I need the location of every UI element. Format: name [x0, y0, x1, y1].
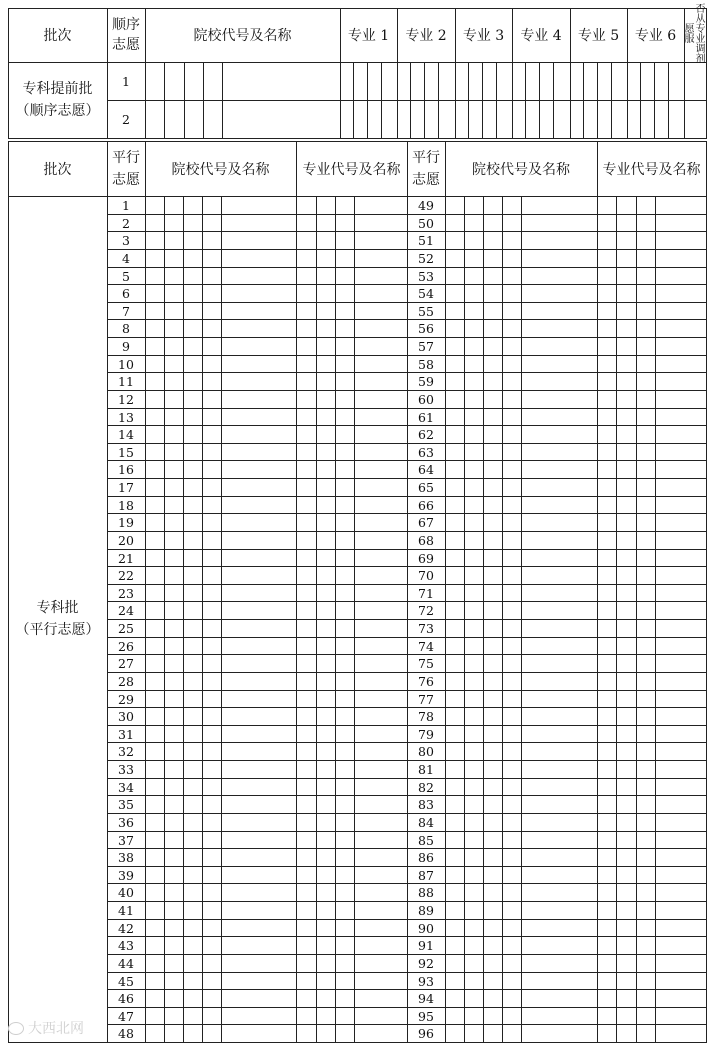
- row-number: 12: [118, 391, 134, 407]
- row-number: 6: [122, 285, 130, 301]
- major-1-header: 专业 1: [347, 28, 390, 44]
- row-number: 90: [418, 920, 434, 936]
- row-number: 96: [418, 1025, 434, 1041]
- row-number: 37: [118, 832, 134, 848]
- row-number: 27: [118, 655, 134, 671]
- row-number: 80: [418, 743, 434, 759]
- parallel-header-line1: 平行: [412, 149, 440, 166]
- top-batch-header: 批次: [43, 28, 72, 44]
- bottom-batch-header: 批次: [43, 161, 72, 178]
- row-number: 54: [418, 285, 434, 301]
- row-number: 14: [118, 426, 134, 442]
- grid-line-v: [668, 62, 669, 139]
- adjust-header-col-right: [685, 25, 695, 45]
- row-number: 40: [118, 884, 134, 900]
- row-number: 84: [418, 814, 434, 830]
- row-number: 52: [418, 250, 434, 266]
- row-number: 53: [418, 268, 434, 284]
- bottom-parallel-header-left: [107, 141, 145, 196]
- row-number: 33: [118, 761, 134, 777]
- grid-line-v: [706, 141, 707, 1043]
- row-number: 13: [118, 409, 134, 425]
- top-row-number: 1: [122, 73, 130, 89]
- adjust-header-col-left: [696, 5, 706, 65]
- row-number: 69: [418, 550, 434, 566]
- row-number: 46: [118, 990, 134, 1006]
- row-number: 16: [118, 461, 134, 477]
- row-number: 49: [418, 197, 434, 213]
- top-row-number: 2: [122, 111, 130, 127]
- grid-line-h: [107, 100, 707, 101]
- row-number: 57: [418, 338, 434, 354]
- bottom-parallel-header-right: [407, 141, 445, 196]
- bottom-major-header-left: 专业代号及名称: [302, 161, 401, 178]
- top-order-header-line2: 志愿: [112, 37, 140, 53]
- row-number: 7: [122, 303, 130, 319]
- row-number: 75: [418, 655, 434, 671]
- grid-line-h: [8, 138, 707, 139]
- row-number: 5: [122, 268, 130, 284]
- row-number: 17: [118, 479, 134, 495]
- row-number: 68: [418, 532, 434, 548]
- row-number: 2: [122, 215, 130, 231]
- row-number: 95: [418, 1008, 434, 1024]
- grid-line-v: [496, 62, 497, 139]
- adjust-char: 服: [684, 34, 695, 45]
- row-number: 87: [418, 867, 434, 883]
- grid-line-v: [296, 141, 297, 1043]
- row-number: 89: [418, 902, 434, 918]
- major-2-header: 专业 2: [405, 28, 447, 44]
- row-number: 74: [418, 638, 434, 654]
- grid-line-v: [164, 62, 165, 139]
- grid-line-v: [525, 62, 526, 139]
- row-number: 82: [418, 779, 434, 795]
- row-number: 94: [418, 990, 434, 1006]
- row-number: 58: [418, 356, 434, 372]
- major-6-header: 专业 6: [634, 28, 677, 44]
- grid-line-v: [445, 141, 446, 1043]
- row-number: 44: [118, 955, 134, 971]
- major-3-header: 专业 3: [462, 28, 505, 44]
- row-number: 26: [118, 638, 134, 654]
- grid-line-v: [353, 62, 354, 139]
- row-number: 34: [118, 779, 134, 795]
- row-number: 73: [418, 620, 434, 636]
- weibo-icon: [8, 1022, 24, 1035]
- parallel-header-line2: 志愿: [412, 171, 440, 188]
- row-number: 76: [418, 673, 434, 689]
- row-number: 86: [418, 849, 434, 865]
- adjust-char: 愿: [684, 24, 695, 35]
- row-number: 29: [118, 691, 134, 707]
- row-number: 9: [122, 338, 130, 354]
- grid-line-h: [8, 1042, 707, 1043]
- row-number: 55: [418, 303, 434, 319]
- grid-line-v: [468, 62, 469, 139]
- row-number: 64: [418, 461, 434, 477]
- row-number: 91: [418, 937, 434, 953]
- major-4-header: 专业 4: [520, 28, 562, 44]
- adjust-header: [684, 4, 706, 65]
- row-number: 47: [118, 1008, 134, 1024]
- row-number: 88: [418, 884, 434, 900]
- row-number: 67: [418, 514, 434, 530]
- row-number: 79: [418, 726, 434, 742]
- row-number: 30: [118, 708, 134, 724]
- grid-line-v: [410, 62, 411, 139]
- grid-line-v: [597, 62, 598, 139]
- row-number: 50: [418, 215, 434, 231]
- row-number: 59: [418, 373, 434, 389]
- grid-line-v: [145, 141, 146, 1043]
- row-number: 24: [118, 602, 134, 618]
- row-number: 62: [418, 426, 434, 442]
- parallel-header-line2: 志愿: [112, 171, 140, 188]
- row-number: 51: [418, 232, 434, 248]
- adjust-char: 调: [695, 44, 706, 55]
- row-number: 11: [118, 373, 134, 389]
- row-number: 32: [118, 743, 134, 759]
- row-number: 45: [118, 973, 134, 989]
- row-number: 4: [122, 250, 130, 266]
- row-number: 23: [118, 585, 134, 601]
- watermark-text: 大西北网: [28, 1021, 84, 1037]
- top-order-header: [107, 8, 145, 62]
- grid-line-v: [597, 141, 598, 1043]
- top-batch-name-line1: 专科提前批: [22, 81, 93, 97]
- grid-line-v: [381, 62, 382, 139]
- row-number: 36: [118, 814, 134, 830]
- row-number: 77: [418, 691, 434, 707]
- adjust-char: 业: [695, 34, 706, 45]
- row-number: 85: [418, 832, 434, 848]
- row-number: 28: [118, 673, 134, 689]
- row-number: 61: [418, 409, 434, 425]
- top-batch-name-line2: （顺序志愿）: [15, 103, 100, 119]
- row-number: 43: [118, 937, 134, 953]
- row-number: 78: [418, 708, 434, 724]
- grid-line-v: [367, 62, 368, 139]
- grid-line-v: [553, 62, 554, 139]
- row-number: 20: [118, 532, 134, 548]
- row-number: 8: [122, 320, 130, 336]
- adjust-char: 从: [695, 14, 706, 25]
- row-number: 10: [118, 356, 134, 372]
- row-number: 22: [118, 567, 134, 583]
- grid-line-v: [424, 62, 425, 139]
- major-5-header: 专业 5: [577, 28, 620, 44]
- grid-line-v: [203, 62, 204, 139]
- row-number: 15: [118, 444, 134, 460]
- grid-line-v: [611, 62, 612, 139]
- row-number: 18: [118, 497, 134, 513]
- row-number: 72: [418, 602, 434, 618]
- top-school-header: 院校代号及名称: [193, 28, 292, 44]
- row-number: 60: [418, 391, 434, 407]
- grid-line-v: [482, 62, 483, 139]
- row-number: 66: [418, 497, 434, 513]
- bottom-major-header-right: 专业代号及名称: [602, 161, 701, 178]
- top-order-header-line1: 顺序: [112, 17, 140, 33]
- row-number: 35: [118, 796, 134, 812]
- adjust-char: 剂: [695, 54, 706, 65]
- grid-line-v: [583, 62, 584, 139]
- row-number: 65: [418, 479, 434, 495]
- bottom-batch-name-line1: 专科批: [36, 600, 79, 616]
- row-number: 71: [418, 585, 434, 601]
- grid-line-v: [640, 62, 641, 139]
- row-number: 63: [418, 444, 434, 460]
- row-number: 56: [418, 320, 434, 336]
- watermark: [8, 1018, 84, 1038]
- bottom-school-header-left: 院校代号及名称: [171, 161, 270, 178]
- row-number: 48: [118, 1025, 134, 1041]
- row-number: 42: [118, 920, 134, 936]
- row-number: 81: [418, 761, 434, 777]
- row-number: 70: [418, 567, 434, 583]
- grid-line-v: [222, 62, 223, 139]
- grid-line-v: [654, 62, 655, 139]
- grid-line-v: [184, 62, 185, 139]
- row-number: 31: [118, 726, 134, 742]
- adjust-char: 否: [695, 4, 706, 15]
- adjust-char: 专: [695, 24, 706, 35]
- row-number: 3: [122, 232, 130, 248]
- row-number: 83: [418, 796, 434, 812]
- row-number: 1: [122, 197, 130, 213]
- bottom-batch-name-line2: （平行志愿）: [15, 622, 100, 638]
- row-number: 21: [118, 550, 134, 566]
- parallel-header-line1: 平行: [112, 149, 140, 166]
- row-number: 41: [118, 902, 134, 918]
- row-number: 19: [118, 514, 134, 530]
- bottom-school-header-right: 院校代号及名称: [472, 161, 570, 178]
- bottom-batch-name: [8, 196, 107, 1042]
- grid-line-v: [706, 8, 707, 139]
- row-number: 39: [118, 867, 134, 883]
- row-number: 92: [418, 955, 434, 971]
- row-number: 93: [418, 973, 434, 989]
- row-number: 25: [118, 620, 134, 636]
- top-batch-name: [8, 62, 107, 138]
- grid-line-v: [438, 62, 439, 139]
- grid-line-v: [539, 62, 540, 139]
- row-number: 38: [118, 849, 134, 865]
